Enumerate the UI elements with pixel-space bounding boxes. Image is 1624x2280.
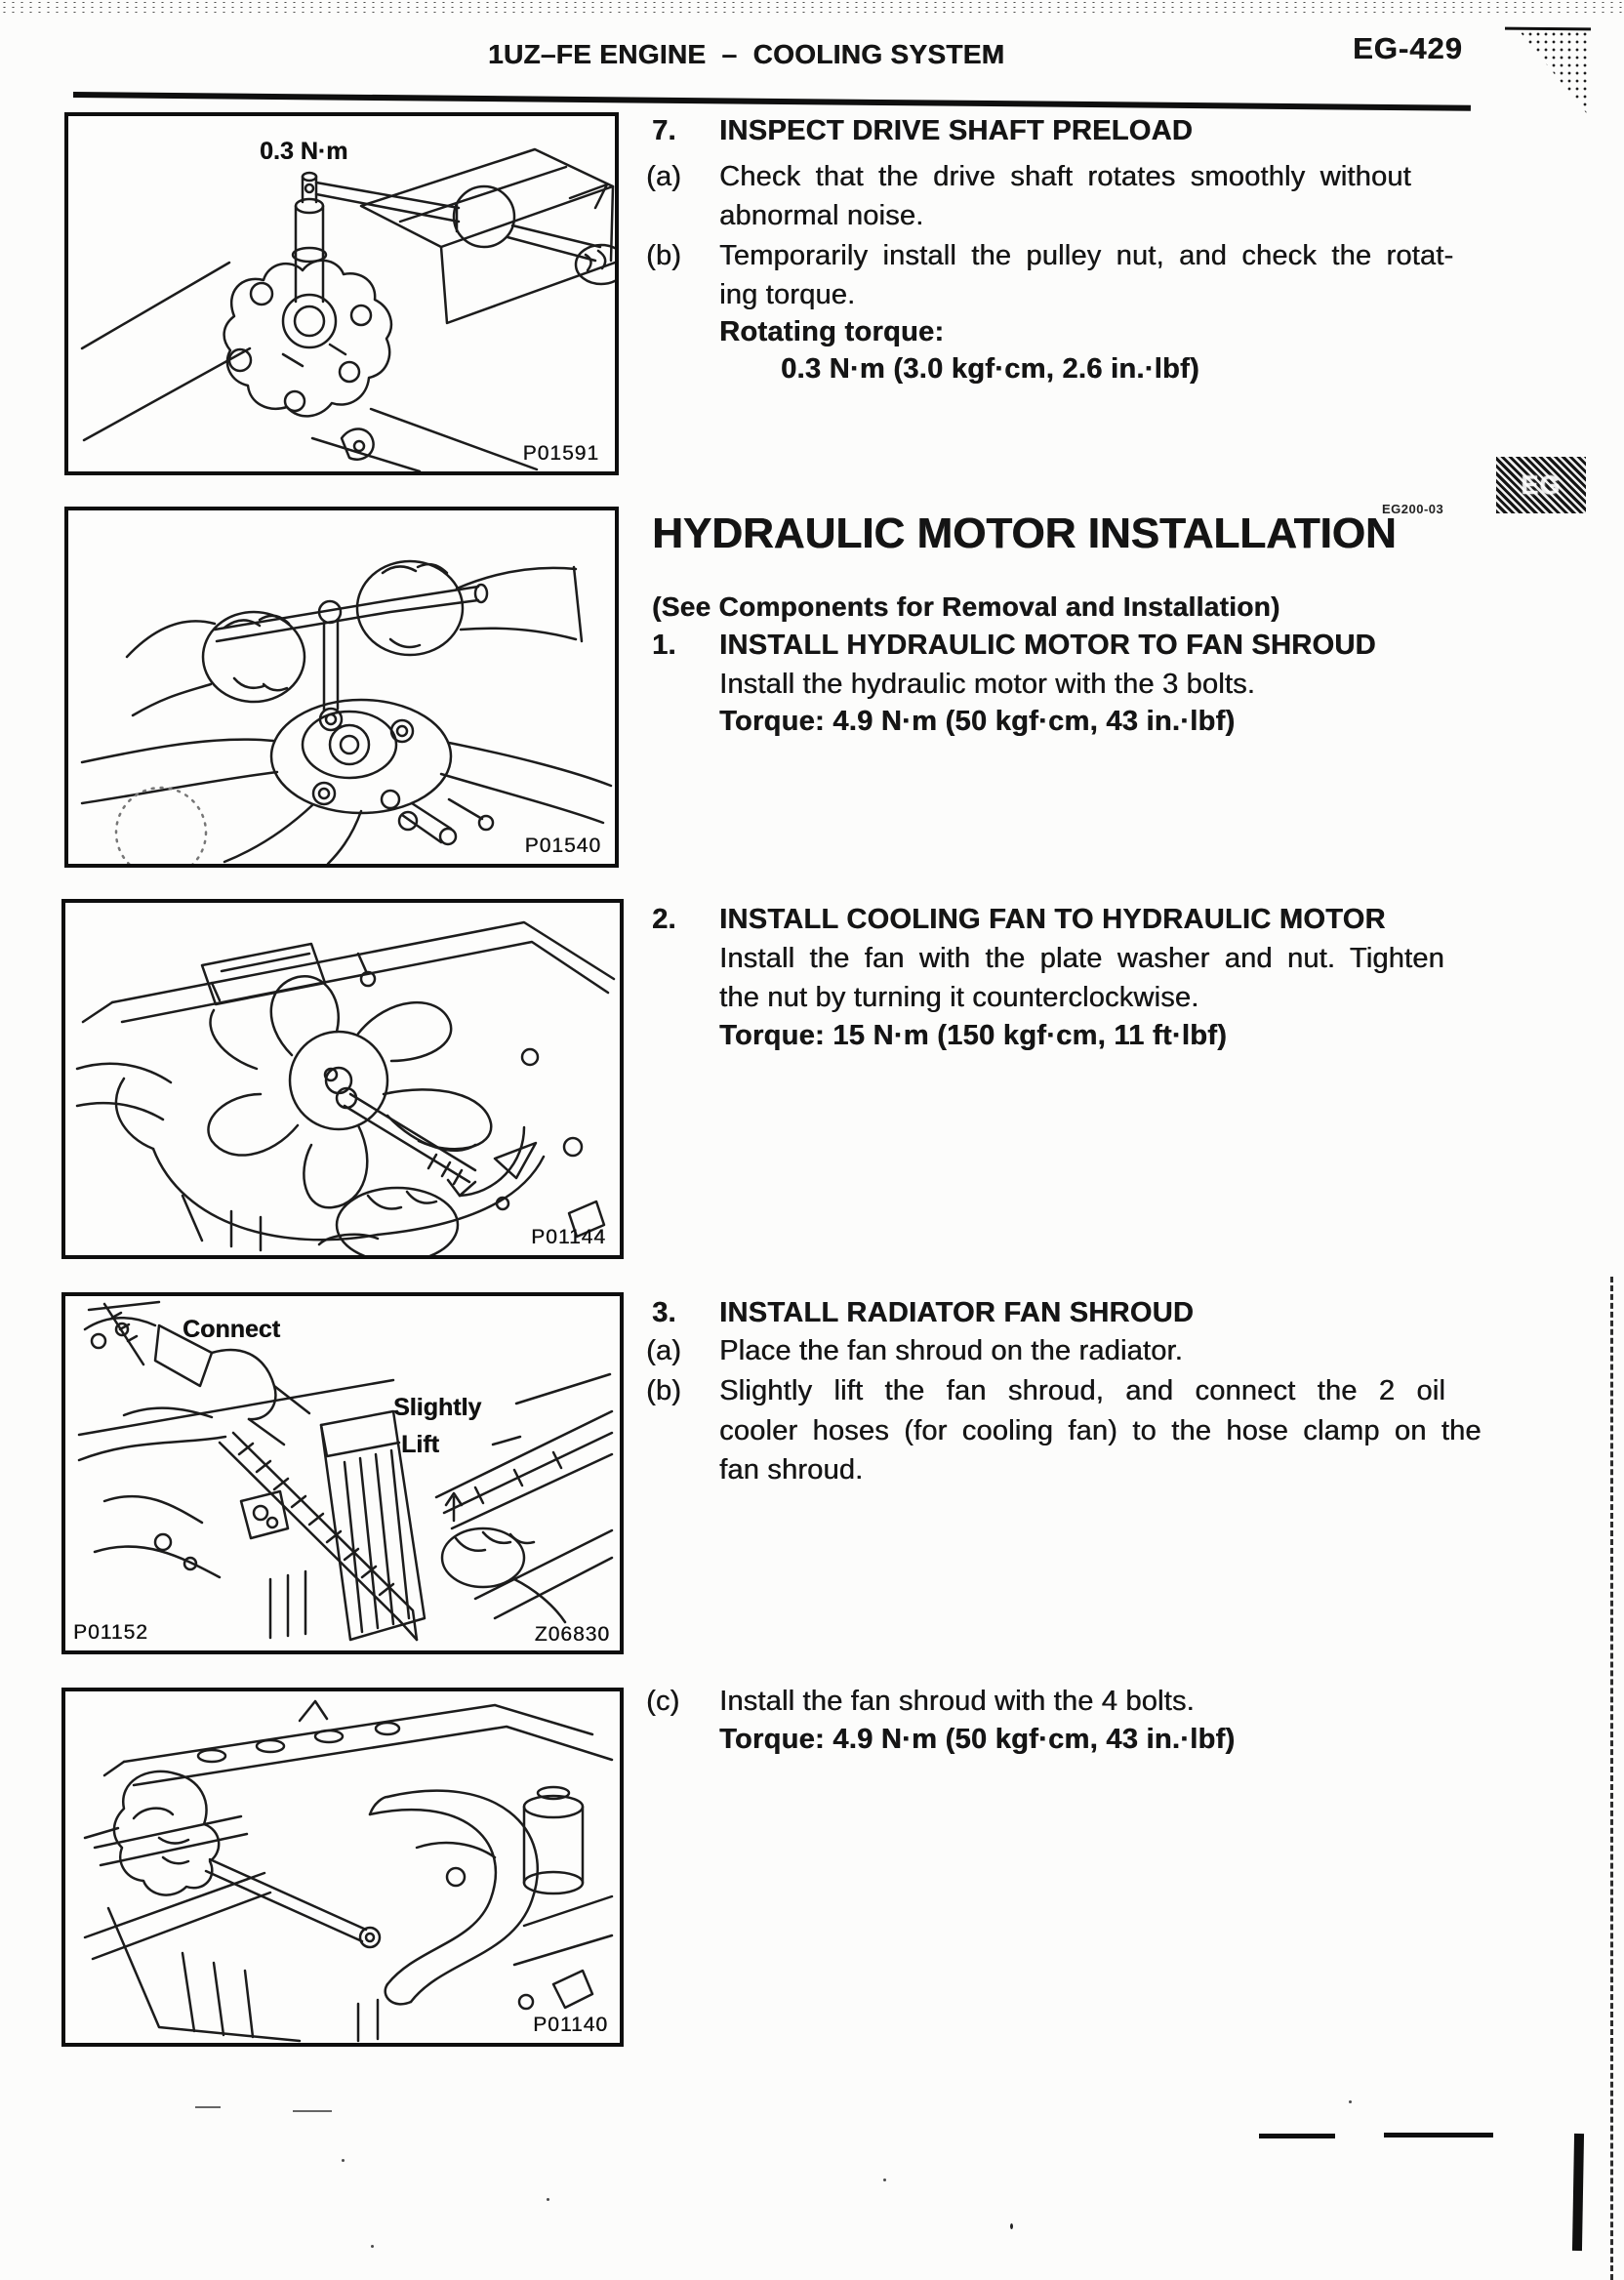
step3-item-a-tag: (a) — [646, 1335, 682, 1366]
step1-number: 1. — [652, 630, 676, 661]
scan-speck — [293, 2110, 332, 2112]
scan-speck — [547, 2198, 549, 2201]
step3-item-c-line1: Install the fan shroud with the 4 bolts. — [719, 1686, 1195, 1717]
hydraulic-motor-illustration — [68, 510, 615, 864]
step3-item-c-torque: Torque: 4.9 N·m (50 kgf·cm, 43 in.·lbf) — [719, 1724, 1236, 1755]
step2-line1: Install the fan with the plate washer and nut. Tighten — [719, 943, 1444, 974]
heading-ref-code: EG200-03 — [1382, 502, 1444, 516]
step7-item-b-line1: Temporarily install the pulley nut, and check the rotat- — [719, 240, 1454, 271]
scan-speck — [883, 2178, 886, 2181]
page-header-title: 1UZ–FE ENGINE – COOLING SYSTEM — [488, 39, 1005, 69]
step3-item-c-tag: (c) — [646, 1686, 680, 1717]
cooling-fan-illustration — [65, 903, 620, 1255]
step2-number: 2. — [652, 904, 676, 935]
step7-title: INSPECT DRIVE SHAFT PRELOAD — [719, 115, 1194, 146]
step7-item-a-line1: Check that the drive shaft rotates smoothly without — [719, 161, 1411, 192]
scan-speck — [1010, 2223, 1013, 2229]
figure2-code: P01540 — [524, 835, 601, 857]
corner-stipple — [1519, 30, 1589, 116]
eg-tab-label: EG — [1521, 469, 1562, 500]
page-number: EG-429 — [1353, 31, 1463, 65]
figure1-torque-label: 0.3 N·m — [260, 138, 348, 165]
figure3-code: P01144 — [531, 1226, 606, 1248]
see-components-note: (See Components for Removal and Installation) — [652, 591, 1280, 622]
header-rule — [73, 92, 1471, 111]
step7-item-a-line2: abnormal noise. — [719, 200, 924, 231]
scan-speck — [371, 2245, 374, 2248]
figure4-slightly-label: Slightly — [393, 1394, 482, 1421]
step1-torque: Torque: 4.9 N·m (50 kgf·cm, 43 in.·lbf) — [719, 706, 1236, 737]
scan-noise-band — [0, 0, 1624, 13]
figure-fan-shroud-connect — [61, 1292, 624, 1654]
step3-number: 3. — [652, 1297, 676, 1328]
figure-hydraulic-motor-install — [64, 507, 619, 868]
scan-mark-dash1 — [1259, 2134, 1335, 2138]
figure4-code-left: P01152 — [73, 1621, 148, 1644]
step3-item-b-tag: (b) — [646, 1375, 682, 1406]
step7-item-a-tag: (a) — [646, 161, 682, 192]
figure4-code-right: Z06830 — [534, 1623, 610, 1646]
scan-edge-dashed-line — [1610, 1277, 1613, 2280]
step3-item-b-line2: cooler hoses (for cooling fan) to the hose clamp on the — [719, 1415, 1482, 1446]
drive-shaft-preload-illustration — [68, 116, 615, 471]
scan-mark-bar — [1572, 2134, 1584, 2251]
step2-torque: Torque: 15 N·m (150 kgf·cm, 11 ft·lbf) — [719, 1020, 1228, 1051]
fan-shroud-connect-illustration — [65, 1296, 620, 1650]
step2-line2: the nut by turning it counterclockwise. — [719, 982, 1199, 1013]
step1-title: INSTALL HYDRAULIC MOTOR TO FAN SHROUD — [719, 630, 1376, 661]
step2-title: INSTALL COOLING FAN TO HYDRAULIC MOTOR — [719, 904, 1386, 935]
scan-mark-dash2 — [1384, 2133, 1493, 2138]
fan-shroud-bolts-illustration — [65, 1691, 620, 2043]
scan-speck — [195, 2106, 221, 2108]
step7-number: 7. — [652, 115, 676, 146]
step3-item-a-line1: Place the fan shroud on the radiator. — [719, 1335, 1183, 1366]
step7-item-b-tag: (b) — [646, 240, 682, 271]
step7-item-b-line2: ing torque. — [719, 279, 856, 310]
step7-spec-value: 0.3 N·m (3.0 kgf·cm, 2.6 in.·lbf) — [781, 353, 1199, 385]
scan-speck — [342, 2159, 345, 2162]
figure-cooling-fan-install — [61, 899, 624, 1259]
step3-item-b-line3: fan shroud. — [719, 1454, 864, 1486]
eg-section-tab — [1496, 457, 1586, 513]
step1-line1: Install the hydraulic motor with the 3 bolts. — [719, 669, 1255, 700]
corner-line — [1505, 27, 1591, 31]
figure4-connect-label: Connect — [183, 1316, 280, 1343]
step3-title: INSTALL RADIATOR FAN SHROUD — [719, 1297, 1195, 1328]
step3-item-b-line1: Slightly lift the fan shroud, and connect the 2 oil — [719, 1375, 1445, 1406]
hydraulic-section-title: HYDRAULIC MOTOR INSTALLATION — [652, 509, 1397, 557]
figure-drive-shaft-preload — [64, 112, 619, 475]
step7-spec-label: Rotating torque: — [719, 316, 945, 347]
figure-fan-shroud-bolts — [61, 1688, 624, 2047]
scan-speck — [1349, 2100, 1352, 2103]
figure4-lift-label: Lift — [401, 1431, 439, 1458]
figure5-code: P01140 — [533, 2014, 608, 2036]
figure1-code: P01591 — [522, 442, 599, 465]
